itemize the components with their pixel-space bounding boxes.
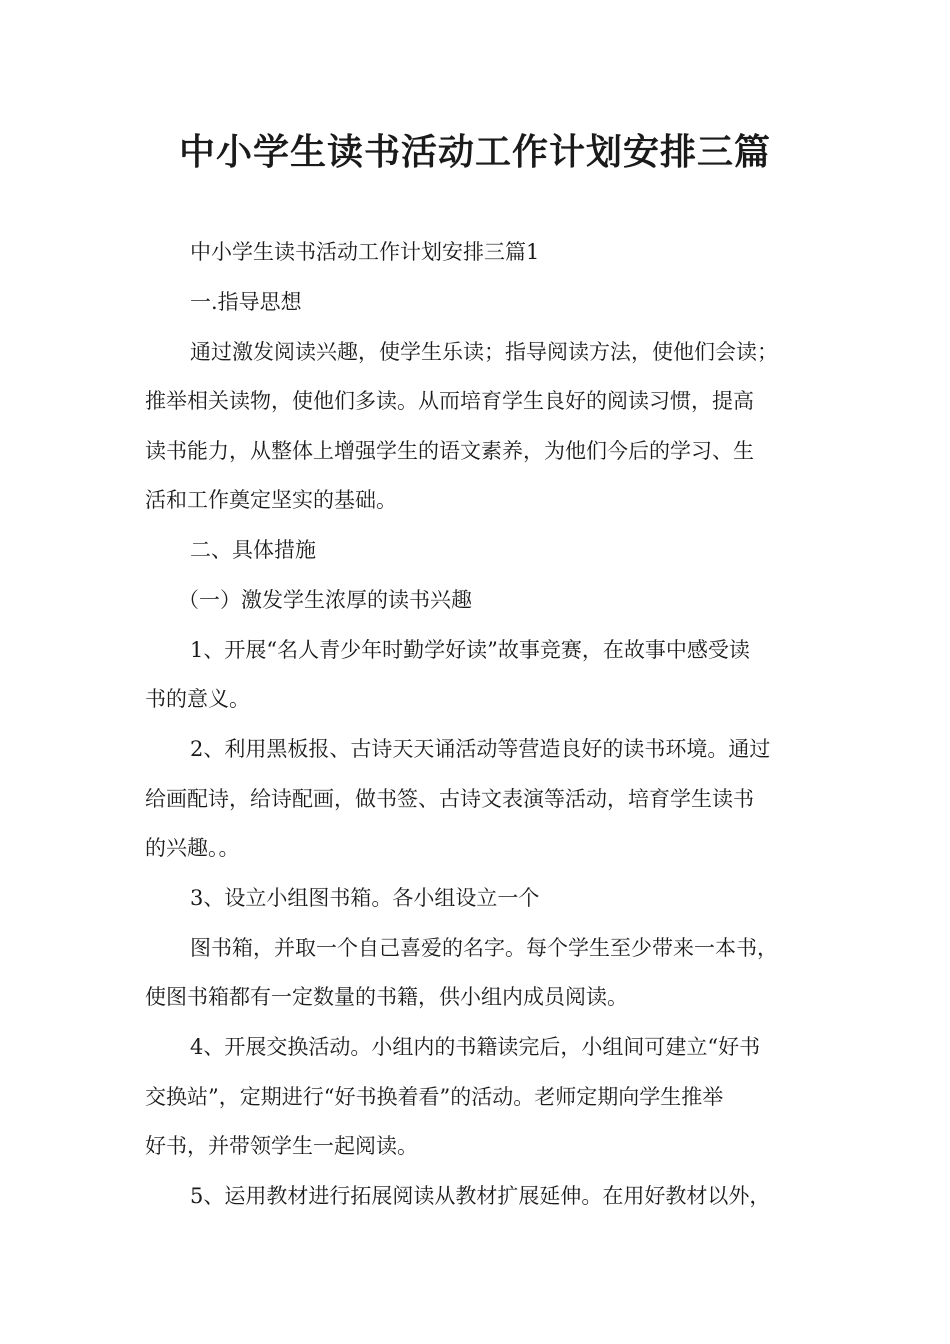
paragraph-line: 使图书箱都有一定数量的书籍，供小组内成员阅读。 <box>145 985 628 1009</box>
paragraph-line: 读书能力，从整体上增强学生的语文素养，为他们今后的学习、生 <box>145 439 754 463</box>
paragraph-line: 3、设立小组图书箱。各小组设立一个 <box>190 886 540 910</box>
paragraph-line: 的兴趣。。 <box>145 836 240 860</box>
subsection-heading: （一）激发学生浓厚的读书兴趣 <box>178 588 472 612</box>
subsection-heading: 一.指导思想 <box>190 290 302 314</box>
paragraph-line: 2、利用黑板报、古诗天天诵活动等营造良好的读书环境。通过 <box>190 737 771 761</box>
paragraph-line: 书的意义。 <box>145 687 250 711</box>
section-heading: 中小学生读书活动工作计划安排三篇1 <box>190 240 540 264</box>
paragraph-line: 好书，并带领学生一起阅读。 <box>145 1134 418 1158</box>
paragraph-line: 通过激发阅读兴趣，使学生乐读；指导阅读方法，使他们会读； <box>190 340 778 364</box>
paragraph-line: 4、开展交换活动。小组内的书籍读完后，小组间可建立“好书 <box>190 1035 761 1059</box>
paragraph-line: 图书箱，并取一个自己喜爱的名字。每个学生至少带来一本书， <box>190 936 778 960</box>
paragraph-line: 交换站”，定期进行“好书换着看”的活动。老师定期向学生推举 <box>145 1085 724 1109</box>
paragraph-line: 活和工作奠定坚实的基础。 <box>145 488 397 512</box>
paragraph-line: 推举相关读物，使他们多读。从而培育学生良好的阅读习惯，提高 <box>145 389 754 413</box>
document-title: 中小学生读书活动工作计划安排三篇 <box>178 132 771 173</box>
paragraph-line: 5、运用教材进行拓展阅读从教材扩展延伸。在用好教材以外， <box>190 1184 771 1208</box>
paragraph-line: 1、开展“名人青少年时勤学好读”故事竞赛，在故事中感受读 <box>190 638 750 662</box>
subsection-heading: 二、具体措施 <box>190 538 316 562</box>
paragraph-line: 给画配诗，给诗配画，做书签、古诗文表演等活动，培育学生读书 <box>145 787 754 811</box>
